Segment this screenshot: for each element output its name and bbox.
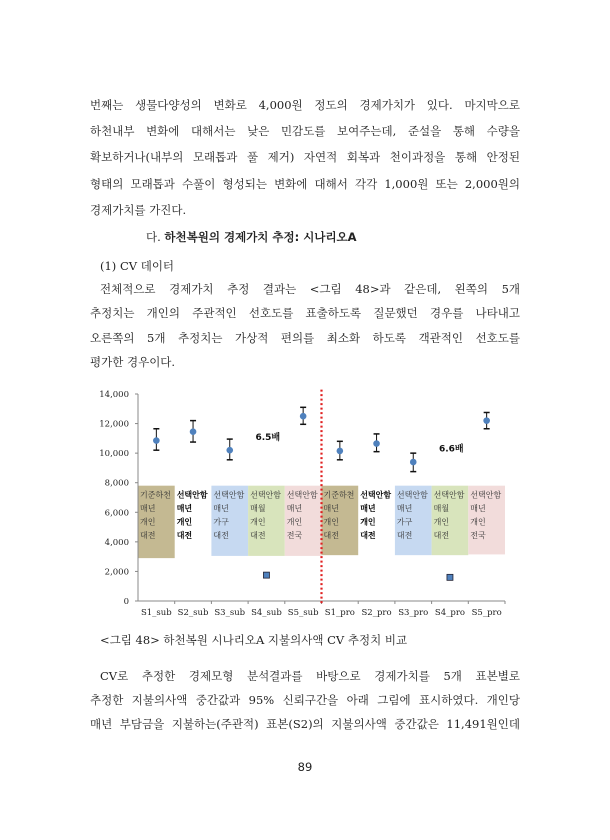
x-tick-label: S4_sub (251, 608, 282, 618)
y-tick-label: 2,000 (104, 567, 129, 578)
x-tick-label: S1_sub (140, 608, 172, 618)
scenario-box-label: 개인 (286, 517, 303, 527)
scenario-box-label: 매월 (433, 504, 450, 514)
text-line: 매년 부담금을 지불하는(주관적) 표본(S2)의 지불의사액 중간값은 11,491원인데 (90, 717, 520, 731)
x-tick-label: S4_pro (434, 608, 466, 618)
scenario-box-label: 개인 (176, 517, 193, 527)
text-line: CV로 추정한 경제모형 분석결과를 바탕으로 경제가치를 5개 표본별로 (100, 669, 520, 683)
ratio-annotation: 6.6배 (438, 444, 464, 455)
scenario-box-label: 매년 (396, 504, 413, 514)
x-tick-label: S5_sub (287, 608, 319, 618)
scenario-box-label: 선택안함 (286, 490, 318, 500)
scenario-box-label: 대전 (140, 531, 156, 541)
scenario-box-label: 선택안함 (396, 490, 428, 500)
data-point (447, 574, 453, 580)
y-tick-label: 8,000 (104, 478, 129, 489)
text-line: 형태의 모래톱과 수풀이 형성되는 변화에 대해서 각각 1,000원 또는 2,000원의 (90, 177, 520, 191)
scenario-box-label: 매월 (250, 504, 266, 514)
x-tick-label: S5_pro (471, 608, 502, 618)
scenario-box-label: 개인 (250, 517, 266, 527)
ratio-annotation: 6.5배 (255, 432, 281, 443)
scenario-box-label: 기준하천 (323, 490, 355, 500)
y-tick-label: 6,000 (104, 508, 129, 519)
x-tick-label: S2_sub (177, 608, 209, 618)
data-point (153, 437, 160, 444)
scenario-box-label: 매년 (470, 504, 486, 514)
text-line: 추정치는 개인의 주관적인 선호도를 표출하도록 질문했던 경우를 나타내고 (90, 306, 520, 320)
scenario-box-label: 전국 (470, 531, 486, 541)
scenario-box-label: 매년 (213, 504, 229, 514)
section-number: 다. (146, 230, 165, 244)
scenario-box-label: 선택안함 (250, 490, 282, 500)
text-line: 확보하거나(내부의 모래톱과 풀 제거) 자연적 회복과 천이과정을 통해 안정된 (90, 150, 520, 164)
scenario-box-label: 개인 (323, 517, 339, 527)
scenario-box-label: 대전 (396, 531, 413, 541)
figure-caption: <그림 48> 하천복원 시나리오A 지불의사액 CV 추정치 비교 (100, 633, 408, 647)
page-number: 89 (297, 760, 313, 774)
text-line: 오른쪽의 5개 추정치는 가상적 편의를 최소화 하도록 객관적인 선호도를 (90, 331, 520, 345)
y-tick-label: 4,000 (104, 537, 129, 548)
scenario-box-label: 기준하천 (140, 490, 171, 500)
scenario-box-label: 개인 (360, 517, 376, 527)
scenario-box-label: 선택안함 (433, 490, 465, 500)
scenario-box-label: 대전 (213, 531, 229, 541)
data-point (373, 440, 380, 447)
scenario-box-label: 매년 (323, 504, 339, 514)
data-point (300, 413, 307, 420)
scenario-box-label: 대전 (176, 531, 193, 541)
scenario-box-label: 매년 (286, 504, 303, 514)
y-tick-label: 0 (123, 597, 129, 607)
data-point (337, 448, 344, 455)
section-heading (146, 229, 357, 245)
data-point (190, 428, 197, 435)
text-line: 전체적으로 경제가치 추정 결과는 <그림 48>과 같은데, 왼쪽의 5개 (100, 282, 520, 296)
scenario-box-label: 대전 (433, 531, 450, 541)
section-title: 하천복원의 경제가치 추정: 시나리오A (164, 230, 357, 244)
scenario-box-label: 개인 (140, 517, 156, 527)
text-line: 추정한 지불의사액 중간값과 95% 신뢰구간을 아래 그림에 표시하였다. 개인당 (90, 693, 520, 707)
scenario-box-label: 대전 (360, 531, 376, 541)
x-tick-label: S2_pro (361, 608, 392, 618)
text-line: 평가한 경우이다. (90, 355, 176, 369)
scenario-box-label: 대전 (323, 531, 339, 541)
scenario-box-label: 매년 (360, 504, 376, 514)
text-line: 하천내부 변화에 대해서는 낮은 민감도를 보여주는데, 준설을 통해 수량을 (90, 124, 520, 138)
data-point (263, 572, 269, 578)
scenario-box-label: 선택안함 (470, 490, 502, 500)
y-tick-label: 10,000 (99, 449, 129, 460)
cv-estimate-chart (0, 380, 610, 630)
scenario-box-label: 가구 (213, 517, 229, 527)
scenario-box-label: 선택안함 (360, 490, 392, 500)
y-tick-label: 14,000 (99, 390, 129, 400)
x-tick-label: S1_pro (324, 608, 355, 618)
data-point (483, 417, 490, 424)
scenario-box-label: 매년 (176, 504, 193, 514)
scenario-box-label: 선택안함 (176, 490, 208, 500)
data-point (226, 447, 233, 454)
x-tick-label: S3_pro (398, 608, 429, 618)
subsection-heading: (1) CV 데이터 (100, 259, 175, 273)
scenario-box-label: 선택안함 (213, 490, 245, 500)
scenario-box-label: 매년 (140, 504, 156, 514)
x-tick-label: S3_sub (214, 608, 246, 618)
data-point (410, 459, 417, 466)
text-line: 경제가치를 가진다. (90, 203, 187, 217)
y-tick-label: 12,000 (99, 419, 129, 430)
scenario-box-label: 전국 (286, 531, 303, 541)
scenario-box-label: 가구 (396, 517, 413, 527)
text-line: 번째는 생물다양성의 변화로 4,000원 정도의 경제가치가 있다. 마지막으로 (90, 98, 520, 112)
scenario-box-label: 개인 (433, 517, 450, 527)
scenario-box-label: 대전 (250, 531, 266, 541)
scenario-box-label: 개인 (470, 517, 486, 527)
